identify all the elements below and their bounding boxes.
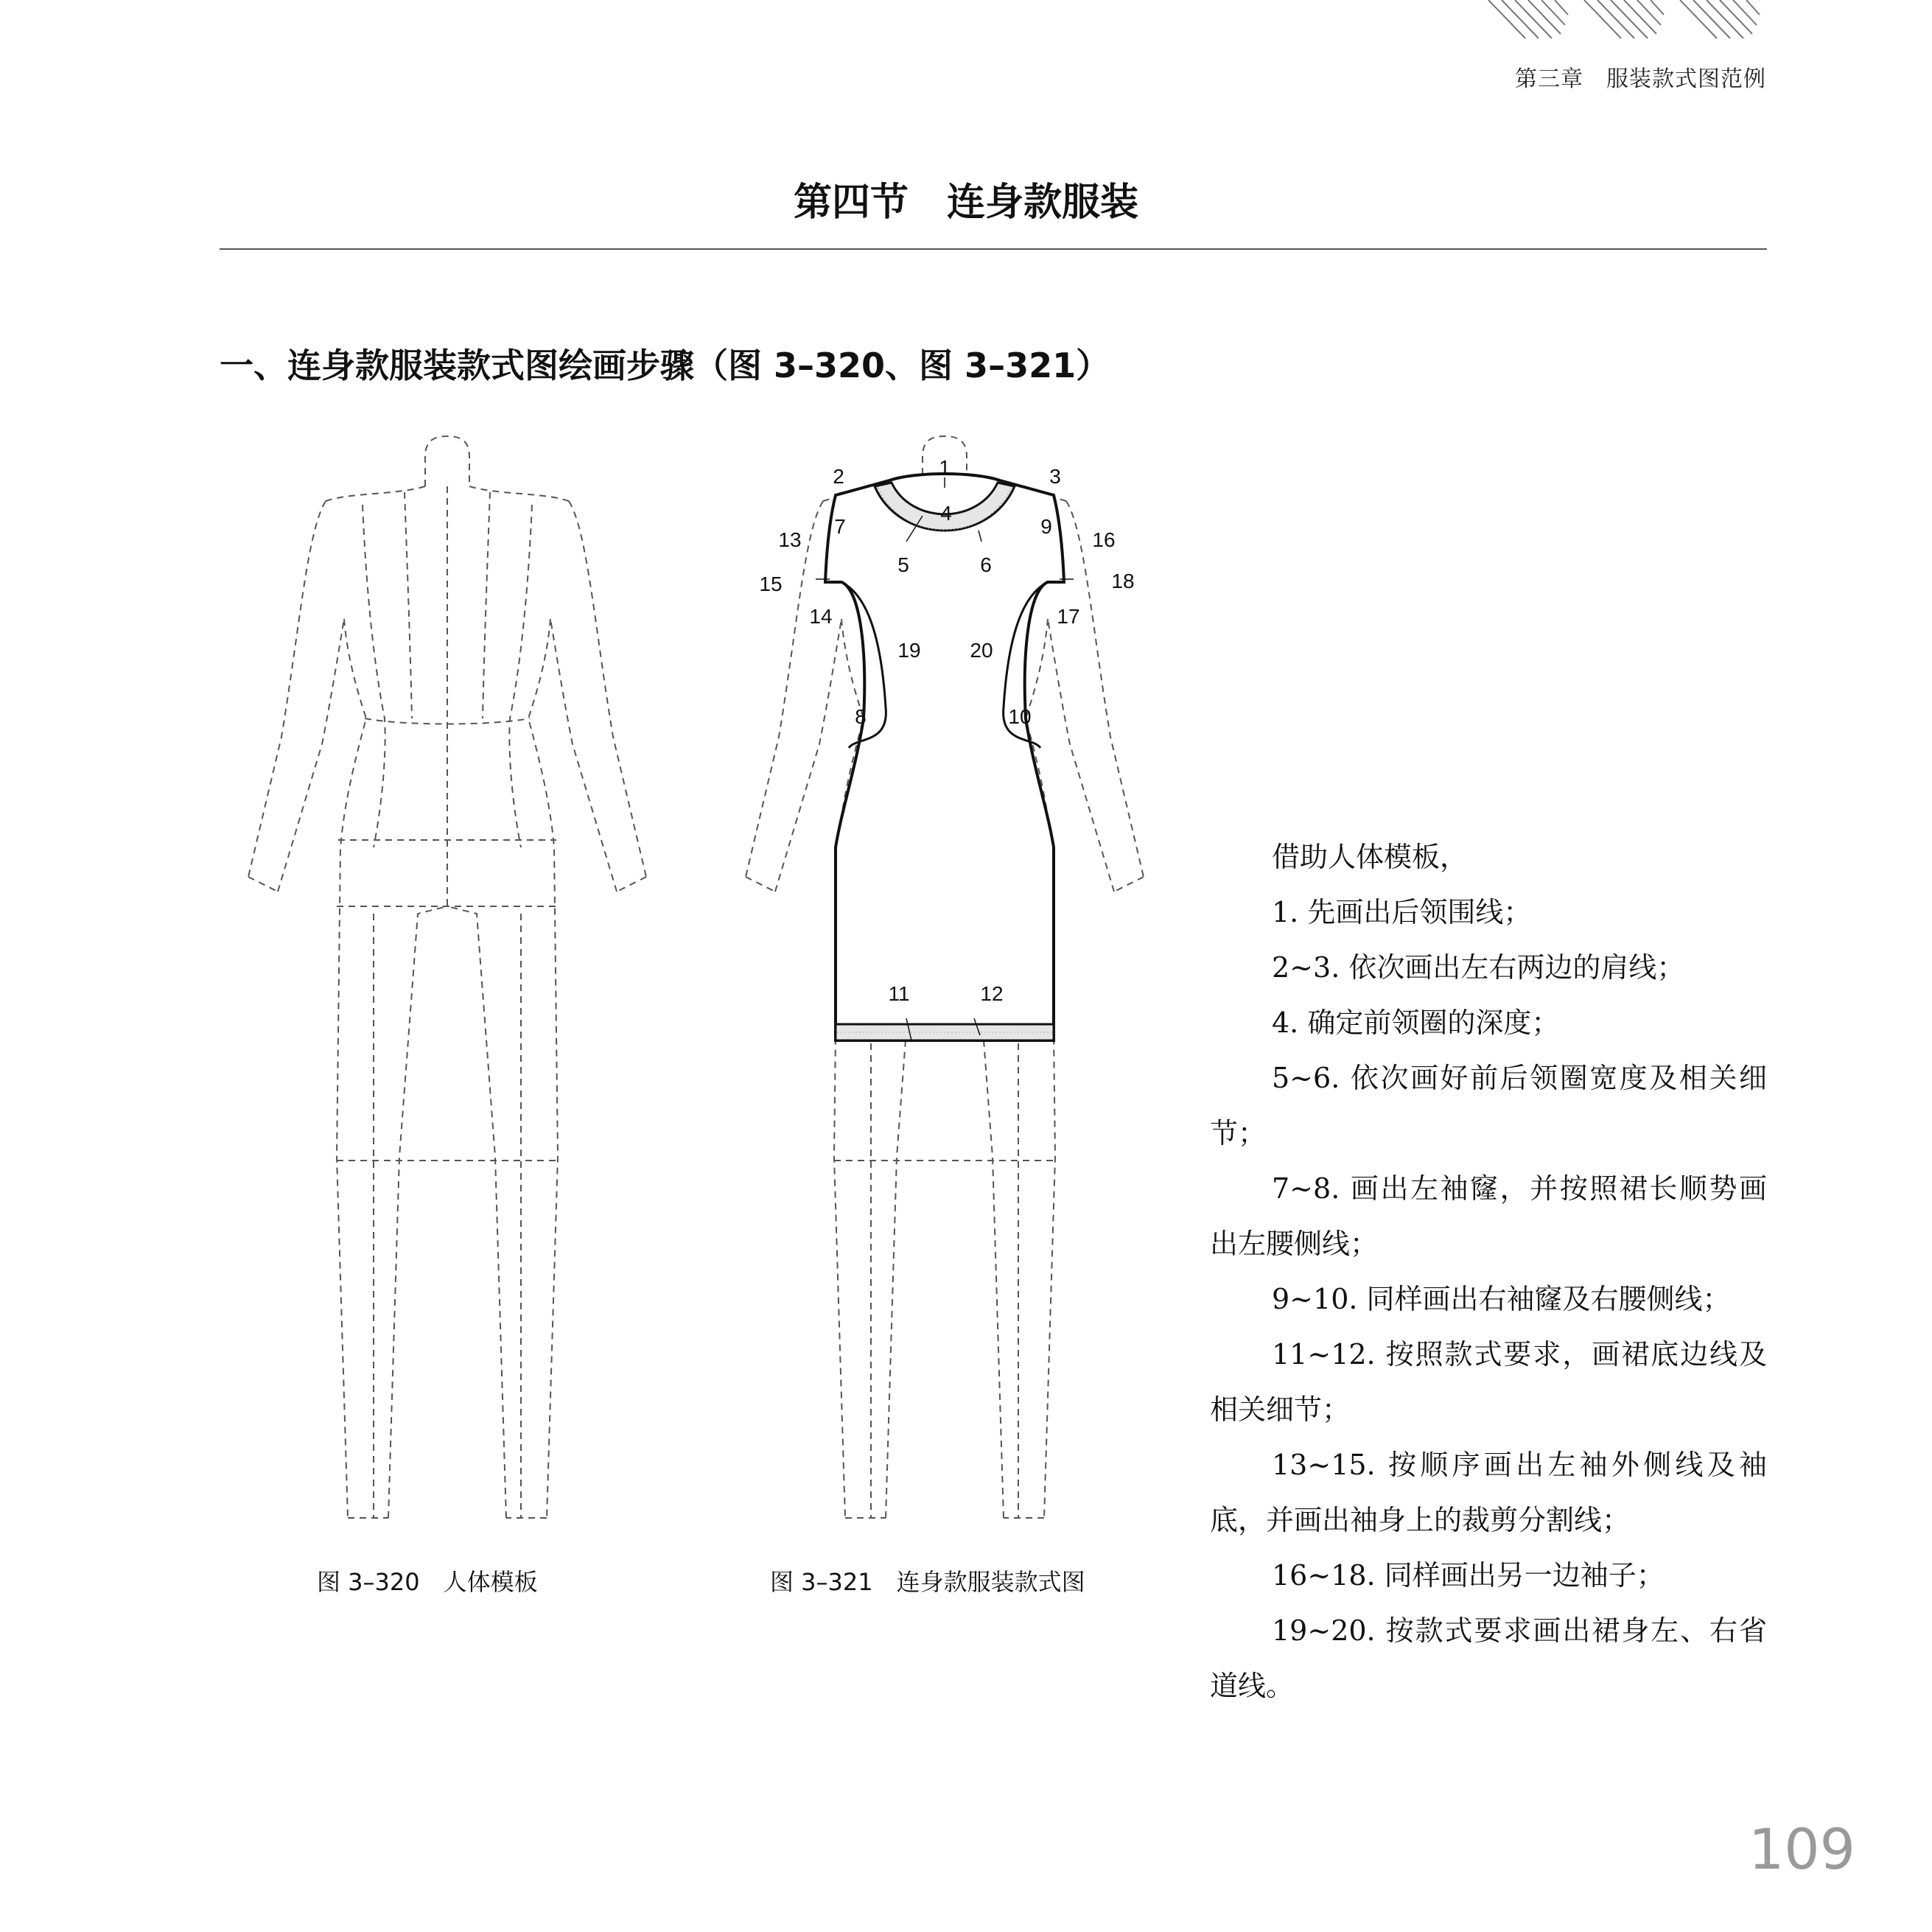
step-item: 11~12. 按照款式要求，画裙底边线及相关细节； <box>1210 1338 1767 1426</box>
step-label-4: 4 <box>940 502 952 525</box>
steps-text <box>1210 830 1767 1714</box>
subsection-title: 一、连身款服装款式图绘画步骤（图 3–320、图 3–321） <box>220 346 1110 385</box>
step-label-9: 9 <box>1040 515 1052 538</box>
page-number: 109 <box>1748 1816 1855 1882</box>
body-template-figure <box>248 436 646 1518</box>
step-item: 7~8. 画出左袖窿，并按照裙长顺势画出左腰侧线； <box>1210 1172 1767 1260</box>
step-label-5: 5 <box>897 553 909 576</box>
step-item: 9~10. 同样画出右袖窿及右腰侧线； <box>1272 1283 1731 1315</box>
step-label-8: 8 <box>855 705 867 728</box>
step-label-14: 14 <box>809 605 833 628</box>
step-label-7: 7 <box>834 515 846 538</box>
step-label-12: 12 <box>980 982 1004 1005</box>
step-item: 4. 确定前领圈的深度； <box>1272 1007 1560 1039</box>
step-label-11: 11 <box>888 982 910 1005</box>
step-label-18: 18 <box>1111 570 1135 592</box>
figure-320-caption: 图 3–320 人体模板 <box>317 1568 538 1596</box>
step-item: 19~20. 按款式要求画出裙身左、右省道线。 <box>1210 1614 1767 1702</box>
chapter-header: 第三章 服装款式图范例 <box>1515 66 1766 92</box>
step-label-2: 2 <box>833 465 844 488</box>
step-label-19: 19 <box>897 639 921 662</box>
step-item: 5~6. 依次画好前后领圈宽度及相关细节； <box>1210 1062 1767 1149</box>
step-label-20: 20 <box>970 639 993 662</box>
step-label-13: 13 <box>778 528 802 551</box>
step-item: 2~3. 依次画出左右两边的肩线； <box>1272 951 1685 984</box>
step-item: 1. 先画出后领围线； <box>1272 896 1532 928</box>
step-label-10: 10 <box>1008 705 1032 728</box>
step-item: 16~18. 同样画出另一边袖子； <box>1272 1559 1665 1592</box>
step-label-1: 1 <box>939 456 951 479</box>
figure-321-caption: 图 3–321 连身款服装款式图 <box>770 1568 1085 1596</box>
step-label-3: 3 <box>1049 465 1061 488</box>
step-label-17: 17 <box>1057 605 1080 628</box>
step-label-15: 15 <box>759 573 783 595</box>
step-label-6: 6 <box>980 553 992 576</box>
step-intro: 借助人体模板， <box>1272 841 1469 873</box>
step-item: 13~15. 按顺序画出左袖外侧线及袖底，并画出袖身上的裁剪分割线； <box>1210 1449 1767 1536</box>
section-title: 第四节 连身款服装 <box>793 181 1138 225</box>
step-label-16: 16 <box>1092 528 1116 551</box>
dress-flat-figure <box>746 436 1144 1518</box>
